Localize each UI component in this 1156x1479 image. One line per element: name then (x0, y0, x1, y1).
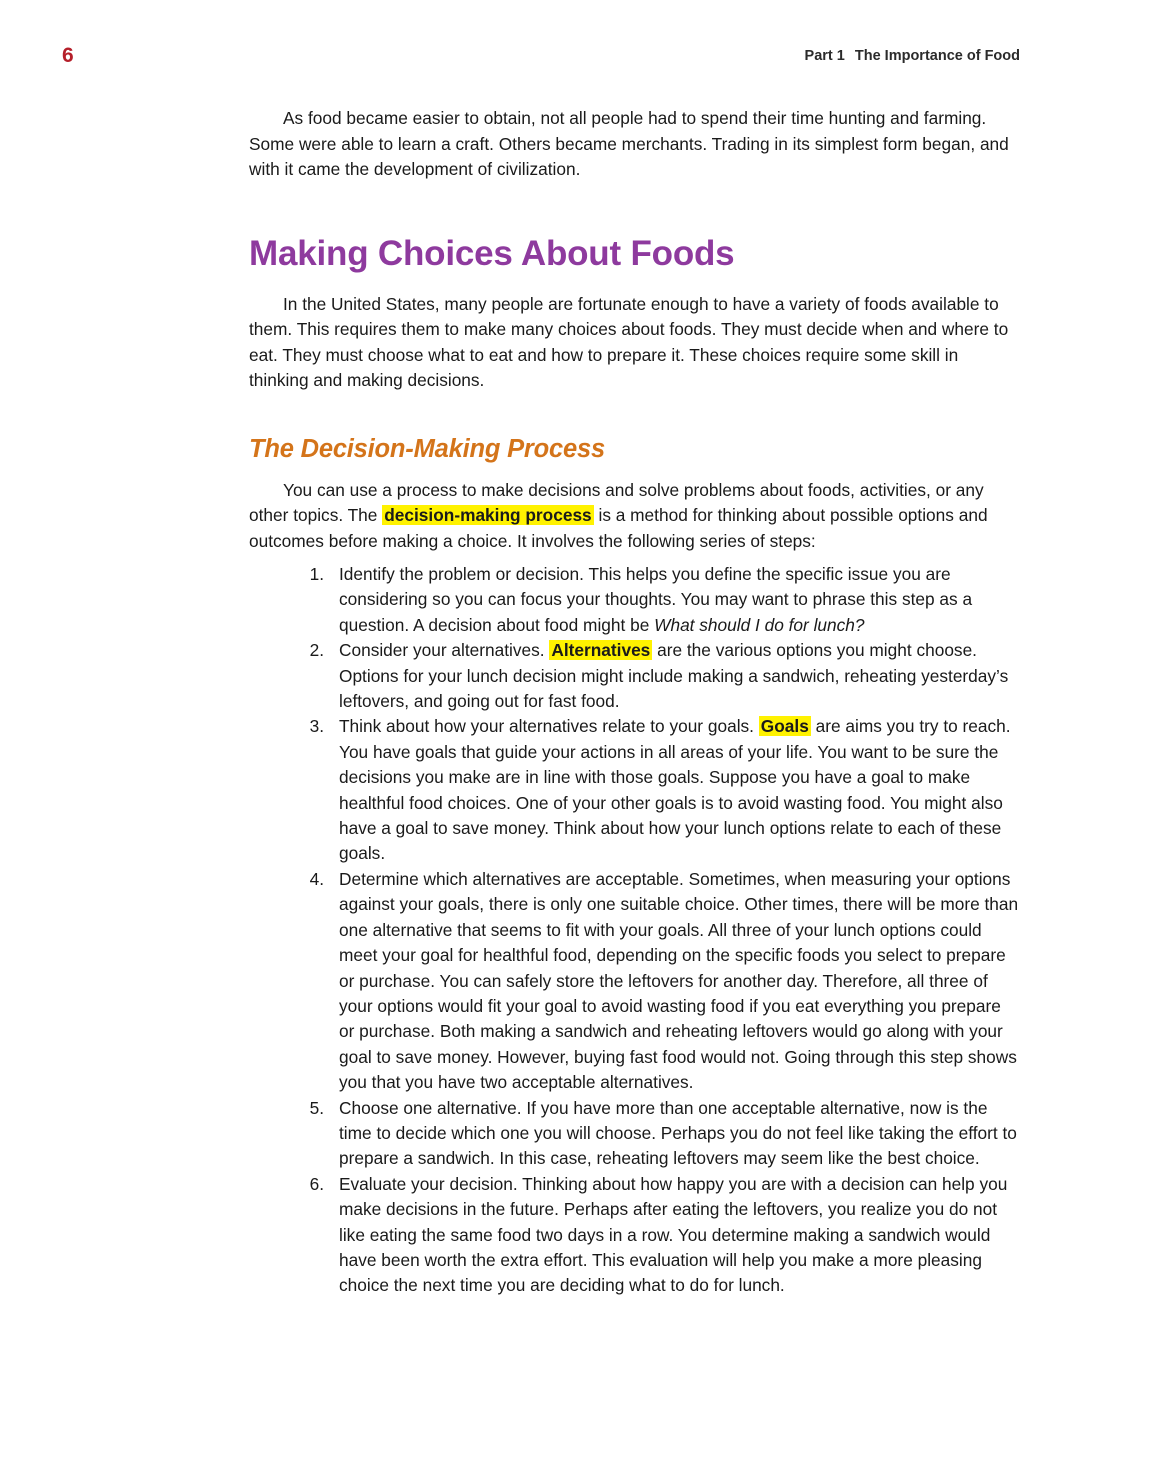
key-term-decision-making-process: decision-making process (384, 505, 592, 525)
list-item-number: 2. (309, 640, 324, 661)
list-item (249, 867, 1021, 1096)
list-item-text-before: Choose one alternative. If you have more than one acceptable alternative, now is the time to decide which one you will choose. Perhaps you do not feel like taking the effort to prepare a sandwich. In this case, reheating leftovers may seem like the best choice. (339, 1097, 1017, 1169)
subsection-paragraph (249, 478, 1021, 555)
subsection-paragraph-part2: is a method for thinking about possible options and outcomes before making a choice. It involves the following series of steps: (249, 505, 988, 551)
list-item-text-before: Identify the problem or decision. This helps you define the specific issue you are considering so you can focus your thoughts. You may want to phrase this step as a question. A decision about food might be (339, 564, 973, 635)
list-item (249, 714, 1021, 866)
list-item (249, 638, 1021, 714)
list-item-text-before: Determine which alternatives are acceptable. Sometimes, when measuring your options against your goals, there is only one suitable choice. Other times, there will be more than one alternative that seems to fit with your goals. All three of your lunch options could meet your goal for healthful food, depending on the specific foods you select to prepare or purchase. You can safely store the leftovers for another day. Therefore, all three of your options would fit your goal to avoid wasting food if you eat everything you prepare or purchase. Both making a sandwich and reheating leftovers would go along with your goal to save money. However, buying fast food would not. Going through this step shows you that you have two acceptable alternatives. (339, 868, 1019, 1093)
subsection-heading: The Decision-Making Process (249, 434, 605, 463)
list-item-number: 4. (309, 868, 324, 889)
list-item-number: 5. (309, 1097, 324, 1118)
running-head-title (805, 48, 1020, 64)
page-number: 6 (62, 44, 74, 67)
list-item-text-before: Think about how your alternatives relate to your goals. (339, 716, 759, 737)
list-item-italic: What should I do for lunch? (654, 614, 865, 635)
decision-steps-list (249, 562, 1021, 1299)
key-term-goals: Goals (760, 716, 809, 737)
key-term-alternatives: Alternatives (551, 640, 651, 661)
section-paragraph (249, 292, 1021, 394)
subsection-paragraph-part1: You can use a process to make decisions and solve problems about foods, activities, or any other topics. The (249, 479, 984, 525)
intro-paragraph-text: As food became easier to obtain, not all people had to spend their time hunting and farming. Some were able to learn a craft. Others became merchants. Trading in its simplest form began, and with it came the development of civilization. (249, 108, 1009, 179)
list-item-number: 3. (309, 716, 324, 737)
list-item-number: 6. (309, 1173, 324, 1194)
list-item (249, 1096, 1021, 1172)
list-item (249, 562, 1021, 638)
text-column (249, 106, 1021, 1299)
list-item-text-after: are aims you try to reach. You have goals that guide your actions in all areas of your life. You want to be sure the decisions you make are in line with those goals. Suppose you have a goal to make healthful food choices. One of your other goals is to avoid wasting food. You might also have a goal to save money. Think about how your lunch options relate to each of these goals. (339, 716, 1011, 864)
list-item-text-after: are the various options you might choose. Options for your lunch decision might include making a sandwich, reheating yesterday’s leftovers, and going out for fast food. (339, 640, 1009, 712)
list-item-text-before: Consider your alternatives. (339, 640, 550, 661)
list-item-text-before: Evaluate your decision. Thinking about how happy you are with a decision can help you make decisions in the future. Perhaps after eating the leftovers, you realize you do not like eating the same food two days in a row. You determine making a sandwich would have been worth the extra effort. This evaluation will help you make a more pleasing choice the next time you are deciding what to do for lunch. (339, 1173, 1008, 1296)
intro-paragraph (249, 106, 1021, 183)
list-item (249, 1172, 1021, 1299)
running-head-part: Part 1 (804, 48, 845, 64)
running-head-part-title: The Importance of Food (854, 48, 1020, 64)
section-paragraph-text: In the United States, many people are fortunate enough to have a variety of foods available to them. This requires them to make many choices about foods. They must decide when and where to eat. They must choose what to eat and how to prepare it. These choices require some skill in thinking and making decisions. (249, 293, 1009, 390)
running-head (0, 44, 1156, 74)
section-heading: Making Choices About Foods (249, 233, 735, 273)
list-item-number: 1. (309, 564, 324, 584)
